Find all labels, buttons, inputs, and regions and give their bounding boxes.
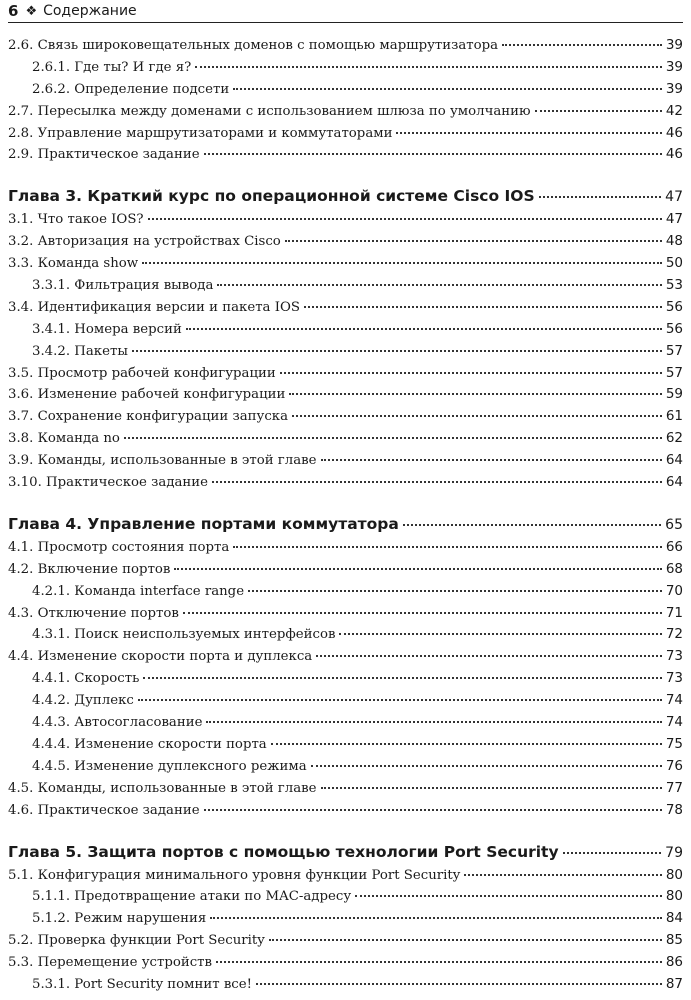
toc-subsection-entry[interactable]	[8, 626, 683, 648]
toc-section-entry[interactable]	[8, 474, 683, 496]
chapter-spacer	[8, 168, 683, 187]
toc-page-number: 61	[665, 408, 683, 425]
page-header	[8, 0, 683, 23]
toc-section-entry[interactable]	[8, 255, 683, 277]
toc-entry-title: 4.6. Практическое задание	[8, 802, 200, 818]
toc-section-entry[interactable]	[8, 430, 683, 452]
toc-page-number: 76	[665, 757, 683, 774]
chapter-spacer	[8, 824, 683, 843]
dot-leader	[563, 852, 662, 854]
dot-leader	[233, 88, 662, 90]
toc-section-entry[interactable]	[8, 452, 683, 474]
toc-page-number: 85	[665, 932, 683, 949]
toc-entry-title: 4.1. Просмотр состояния порта	[8, 539, 230, 555]
dot-leader	[143, 677, 661, 679]
dot-leader	[138, 699, 662, 701]
toc-entry-title: 2.6.1. Где ты? И где я?	[32, 59, 192, 75]
dot-leader	[195, 66, 662, 68]
toc-section-entry[interactable]	[8, 780, 683, 802]
toc-page-number: 39	[665, 58, 683, 75]
toc-entry-title: 2.6.2. Определение подсети	[32, 81, 230, 97]
dot-leader	[292, 415, 662, 417]
toc-subsection-entry[interactable]	[8, 758, 683, 780]
page-number: 6	[8, 2, 19, 20]
toc-entry-title: 4.2. Включение портов	[8, 561, 171, 577]
dot-leader	[148, 218, 662, 220]
dot-leader	[183, 612, 662, 614]
toc-subsection-entry[interactable]	[8, 692, 683, 714]
dot-leader	[217, 284, 661, 286]
dot-leader	[204, 809, 662, 811]
toc-subsection-entry[interactable]	[8, 277, 683, 299]
dot-leader	[233, 546, 662, 548]
toc-subsection-entry[interactable]	[8, 736, 683, 758]
dot-leader	[304, 306, 662, 308]
dot-leader	[316, 655, 662, 657]
toc-page-number: 78	[665, 801, 683, 818]
dot-leader	[174, 568, 661, 570]
toc-section-entry[interactable]	[8, 146, 683, 168]
dot-leader	[339, 633, 661, 635]
toc-entry-title: 5.1.1. Предотвращение атаки по MAC-адресу	[32, 889, 352, 905]
toc-section-entry[interactable]	[8, 539, 683, 561]
toc-subsection-entry[interactable]	[8, 976, 683, 998]
dot-leader	[212, 481, 662, 483]
toc-entry-title: 4.4.3. Автосогласование	[32, 715, 203, 731]
dot-leader	[321, 459, 662, 461]
toc-page-number: 53	[665, 277, 683, 294]
toc-section-entry[interactable]	[8, 932, 683, 954]
dot-leader	[204, 153, 662, 155]
toc-entry-title: 5.2. Проверка функции Port Security	[8, 933, 265, 949]
dot-leader	[124, 437, 662, 439]
toc-page-number: 62	[665, 430, 683, 447]
toc-entry-title: Глава 5. Защита портов с помощью технологии Port Security	[8, 842, 559, 861]
toc-page-number: 74	[665, 714, 683, 731]
dot-leader	[280, 372, 662, 374]
toc-section-entry[interactable]	[8, 648, 683, 670]
dot-leader	[248, 590, 662, 592]
toc-chapter-entry[interactable]	[8, 187, 683, 211]
toc-entry-title: 3.6. Изменение рабочей конфигурации	[8, 387, 286, 403]
toc-entry-title: 3.8. Команда no	[8, 431, 120, 447]
toc-entry-title: Глава 3. Краткий курс по операционной системе Cisco IOS	[8, 187, 535, 206]
toc-page-number: 57	[665, 364, 683, 381]
dot-leader	[269, 939, 662, 941]
toc-entry-title: 4.2.1. Команда interface range	[32, 583, 245, 599]
toc-entry-title: 3.10. Практическое задание	[8, 475, 209, 491]
toc-entry-title: 3.5. Просмотр рабочей конфигурации	[8, 365, 276, 381]
toc-subsection-entry[interactable]	[8, 59, 683, 81]
chapter-spacer	[8, 496, 683, 515]
toc-entry-title: 3.9. Команды, использованные в этой главе	[8, 453, 317, 469]
toc-subsection-entry[interactable]	[8, 81, 683, 103]
dot-leader	[502, 44, 662, 46]
toc-page-number: 64	[665, 452, 683, 469]
toc-page-number: 39	[665, 37, 683, 53]
toc-entry-title: 5.1. Конфигурация минимального уровня функции Port Security	[8, 867, 461, 883]
toc-page-number: 64	[665, 474, 683, 491]
toc-page-number: 86	[665, 954, 683, 971]
toc-section-entry[interactable]	[8, 125, 683, 147]
toc-page-number: 57	[665, 342, 683, 359]
toc-entry-title: 4.4.4. Изменение скорости порта	[32, 736, 267, 752]
toc-subsection-entry[interactable]	[8, 583, 683, 605]
toc-section-entry[interactable]	[8, 211, 683, 233]
toc-entry-title: 3.3. Команда show	[8, 256, 139, 272]
toc-chapter-entry[interactable]	[8, 843, 683, 867]
toc-entry-title: 3.7. Сохранение конфигурации запуска	[8, 409, 289, 425]
toc-entry-title: 3.4.2. Пакеты	[32, 343, 128, 359]
toc-section-entry[interactable]	[8, 37, 683, 59]
toc-entry-title: 4.4. Изменение скорости порта и дуплекса	[8, 649, 313, 665]
dot-leader	[311, 765, 662, 767]
ornament-icon: ❖	[25, 3, 38, 19]
toc-entry-title: 3.1. Что такое IOS?	[8, 212, 144, 228]
running-title: Содержание	[43, 3, 137, 19]
dot-leader	[186, 328, 662, 330]
toc-section-entry[interactable]	[8, 605, 683, 627]
dot-leader	[285, 240, 662, 242]
toc-page-number: 46	[665, 124, 683, 141]
toc-page-number: 68	[665, 560, 683, 577]
dot-leader	[256, 983, 662, 985]
dot-leader	[321, 787, 662, 789]
toc-section-entry[interactable]	[8, 408, 683, 430]
toc-page-number: 75	[665, 735, 683, 752]
dot-leader	[396, 132, 661, 134]
toc-section-entry[interactable]	[8, 299, 683, 321]
toc-section-entry[interactable]	[8, 954, 683, 976]
toc-page-number: 72	[665, 626, 683, 643]
toc-entry-title: 5.1.2. Режим нарушения	[32, 911, 207, 927]
toc-page-number: 56	[665, 298, 683, 315]
toc-entry-title: 4.4.2. Дуплекс	[32, 693, 134, 709]
toc-entry-title: 2.7. Пересылка между доменами с использованием шлюза по умолчанию	[8, 103, 531, 119]
toc-subsection-entry[interactable]	[8, 910, 683, 932]
dot-leader	[464, 874, 662, 876]
toc-entry-title: 4.4.1. Скорость	[32, 671, 140, 687]
toc-page-number: 59	[665, 386, 683, 403]
toc-section-entry[interactable]	[8, 233, 683, 255]
toc-entry-title: Глава 4. Управление портами коммутатора	[8, 514, 399, 533]
toc-chapter-entry[interactable]	[8, 515, 683, 539]
dot-leader	[216, 961, 662, 963]
toc-page-number: 73	[665, 648, 683, 665]
toc-page-number: 84	[665, 910, 683, 927]
toc-entry-title: 5.3.1. Port Security помнит все!	[32, 976, 252, 992]
toc-subsection-entry[interactable]	[8, 670, 683, 692]
toc-entry-title: 4.5. Команды, использованные в этой главе	[8, 780, 317, 796]
toc-entry-title: 3.2. Авторизация на устройствах Cisco	[8, 234, 281, 250]
dot-leader	[142, 262, 662, 264]
toc-page-number: 66	[665, 538, 683, 555]
toc-entry-title: 4.4.5. Изменение дуплексного режима	[32, 758, 307, 774]
toc-entry-title: 2.8. Управление маршрутизаторами и коммутаторами	[8, 125, 393, 141]
toc-page-number: 74	[665, 692, 683, 709]
toc-entry-title: 4.3.1. Поиск неиспользуемых интерфейсов	[32, 627, 336, 643]
toc-page-number: 50	[665, 255, 683, 272]
toc-page-number: 80	[665, 888, 683, 905]
toc-page-number: 70	[665, 582, 683, 599]
dot-leader	[271, 743, 662, 745]
toc-page-number: 71	[665, 604, 683, 621]
toc-subsection-entry[interactable]	[8, 888, 683, 910]
dot-leader	[355, 895, 662, 897]
toc-entry-title: 4.3. Отключение портов	[8, 605, 179, 621]
toc-page-number: 80	[665, 866, 683, 883]
toc-entry-title: 3.4. Идентификация версии и пакета IOS	[8, 299, 300, 315]
dot-leader	[132, 350, 662, 352]
toc-page-number: 47	[665, 189, 683, 206]
dot-leader	[535, 110, 662, 112]
toc-subsection-entry[interactable]	[8, 321, 683, 343]
toc-page-number: 47	[665, 211, 683, 228]
toc-page-number: 87	[665, 975, 683, 992]
toc-entry-title: 3.3.1. Фильтрация вывода	[32, 278, 214, 294]
toc-section-entry[interactable]	[8, 386, 683, 408]
toc-page-number: 79	[665, 844, 683, 861]
toc-page-number: 73	[665, 670, 683, 687]
toc-page-number: 77	[665, 779, 683, 796]
toc-subsection-entry[interactable]	[8, 343, 683, 365]
toc-page-number: 42	[665, 102, 683, 119]
toc-section-entry[interactable]	[8, 802, 683, 824]
dot-leader	[210, 917, 662, 919]
toc-section-entry[interactable]	[8, 867, 683, 889]
toc-entry-title: 2.6. Связь широковещательных доменов с помощью маршрутизатора	[8, 38, 499, 53]
toc-entry-title: 2.9. Практическое задание	[8, 147, 200, 163]
toc-entry-title: 3.4.1. Номера версий	[32, 321, 182, 337]
dot-leader	[206, 721, 661, 723]
dot-leader	[403, 524, 661, 526]
table-of-contents	[8, 37, 683, 998]
toc-page-number: 46	[665, 146, 683, 163]
dot-leader	[539, 196, 662, 198]
toc-page-number: 48	[665, 233, 683, 250]
toc-section-entry[interactable]	[8, 365, 683, 387]
toc-page-number: 39	[665, 80, 683, 97]
toc-page-number: 56	[665, 320, 683, 337]
toc-section-entry[interactable]	[8, 103, 683, 125]
toc-subsection-entry[interactable]	[8, 714, 683, 736]
dot-leader	[289, 393, 661, 395]
toc-section-entry[interactable]	[8, 561, 683, 583]
toc-page-number: 65	[665, 516, 683, 533]
toc-entry-title: 5.3. Перемещение устройств	[8, 955, 213, 971]
